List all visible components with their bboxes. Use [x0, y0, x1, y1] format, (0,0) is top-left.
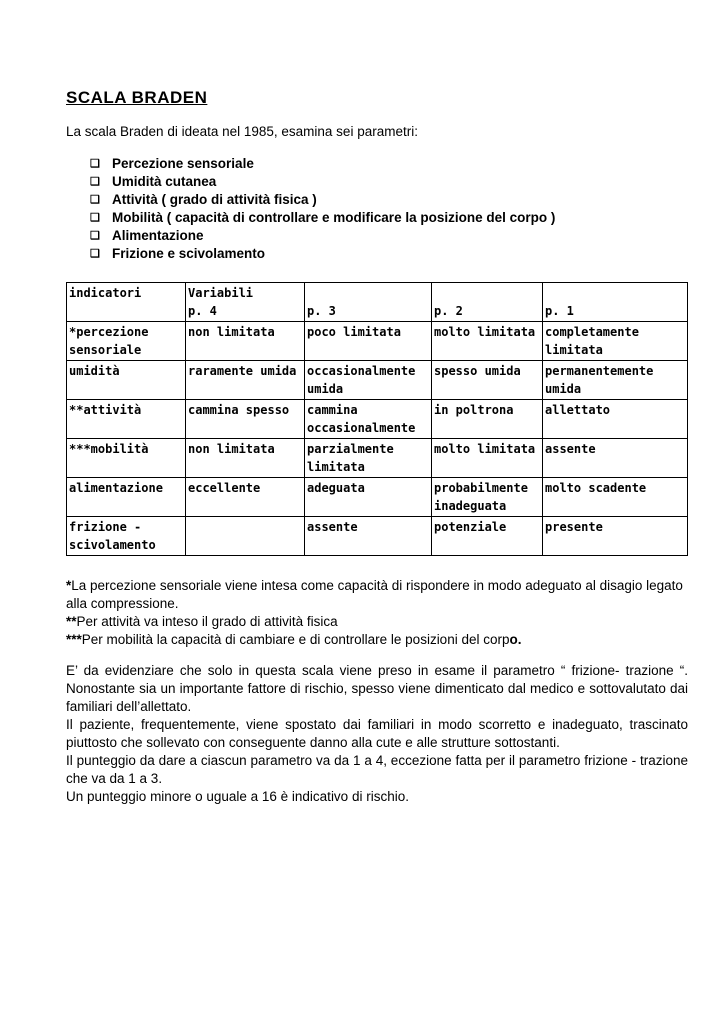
- checkbox-bullet-icon: ❑: [90, 158, 100, 170]
- table-cell: molto scadente: [543, 478, 688, 517]
- table-cell: [186, 517, 305, 556]
- table-cell: umidità: [67, 361, 186, 400]
- footnote: *La percezione sensoriale viene intesa come capacità di rispondere in modo adeguato al disagio legato alla compressione.: [66, 578, 683, 611]
- body-text: [66, 662, 688, 806]
- table-cell: ***mobilità: [67, 439, 186, 478]
- table-cell: **attività: [67, 400, 186, 439]
- table-cell: molto limitata: [432, 439, 543, 478]
- table-row: [67, 322, 688, 361]
- checkbox-bullet-icon: ❑: [90, 248, 100, 260]
- table-cell: assente: [543, 439, 688, 478]
- paragraph: Il paziente, frequentemente, viene spostato dai familiari in modo scorretto e inadeguato, trascinato piuttosto che sollevato con conseguente danno alla cute e alle strutture sottostanti.: [66, 717, 688, 750]
- table-footnotes: [66, 577, 688, 649]
- header-variabili: Variabili p. 4: [186, 283, 305, 322]
- table-cell: potenziale: [432, 517, 543, 556]
- table-cell: occasionalmente umida: [305, 361, 432, 400]
- table-cell: raramente umida: [186, 361, 305, 400]
- table-cell: assente: [305, 517, 432, 556]
- table-cell: cammina spesso: [186, 400, 305, 439]
- paragraph: E’ da evidenziare che solo in questa scala viene preso in esame il parametro “ frizione- trazione “. Nonostante sia un importante fattore di rischio, spesso viene dimenticato dal medico e sottovalutato dai familiari dell’allettato.: [66, 663, 688, 714]
- list-item: ❑ Mobilità ( capacità di controllare e modificare la posizione del corpo ): [90, 210, 556, 225]
- table-cell: presente: [543, 517, 688, 556]
- braden-table: [66, 282, 688, 556]
- table-cell: cammina occasionalmente: [305, 400, 432, 439]
- table-row: [67, 478, 688, 517]
- table-cell: non limitata: [186, 322, 305, 361]
- table-cell: adeguata: [305, 478, 432, 517]
- paragraph: Il punteggio da dare a ciascun parametro va da 1 a 4, eccezione fatta per il parametro frizione - trazione che va da 1 a 3.: [66, 753, 688, 786]
- checkbox-bullet-icon: ❑: [90, 194, 100, 206]
- list-item: ❑ Percezione sensoriale: [90, 156, 254, 171]
- table-row: [67, 439, 688, 478]
- checkbox-bullet-icon: ❑: [90, 212, 100, 224]
- list-item: ❑ Umidità cutanea: [90, 174, 217, 189]
- table-cell: non limitata: [186, 439, 305, 478]
- paragraph: Un punteggio minore o uguale a 16 è indicativo di rischio.: [66, 789, 409, 804]
- parameter-list: [90, 155, 555, 263]
- table-cell: frizione - scivolamento: [67, 517, 186, 556]
- footnote: ***Per mobilità la capacità di cambiare e di controllare le posizioni del corpo.: [66, 632, 522, 647]
- checkbox-bullet-icon: ❑: [90, 176, 100, 188]
- list-item: ❑ Frizione e scivolamento: [90, 246, 266, 261]
- list-item: ❑ Attività ( grado di attività fisica ): [90, 192, 317, 207]
- table-cell: in poltrona: [432, 400, 543, 439]
- table-row: [67, 517, 688, 556]
- table-header-row: [67, 283, 688, 322]
- header-p2: p. 2: [432, 283, 543, 322]
- header-indicatori: indicatori: [67, 283, 186, 322]
- checkbox-bullet-icon: ❑: [90, 230, 100, 242]
- table-cell: spesso umida: [432, 361, 543, 400]
- table-cell: allettato: [543, 400, 688, 439]
- table-cell: alimentazione: [67, 478, 186, 517]
- header-p1: p. 1: [543, 283, 688, 322]
- table-cell: poco limitata: [305, 322, 432, 361]
- document-title: SCALA BRADEN: [66, 88, 208, 107]
- table-cell: parzialmente limitata: [305, 439, 432, 478]
- table-row: [67, 400, 688, 439]
- table-row: [67, 361, 688, 400]
- header-p3: p. 3: [305, 283, 432, 322]
- list-item: ❑ Alimentazione: [90, 228, 204, 243]
- table-cell: *percezione sensoriale: [67, 322, 186, 361]
- table-cell: permanentemente umida: [543, 361, 688, 400]
- table-cell: molto limitata: [432, 322, 543, 361]
- table-cell: completamente limitata: [543, 322, 688, 361]
- footnote: **Per attività va inteso il grado di attività fisica: [66, 614, 338, 629]
- intro-text: La scala Braden di ideata nel 1985, esamina sei parametri:: [66, 124, 418, 139]
- table-cell: eccellente: [186, 478, 305, 517]
- table-cell: probabilmente inadeguata: [432, 478, 543, 517]
